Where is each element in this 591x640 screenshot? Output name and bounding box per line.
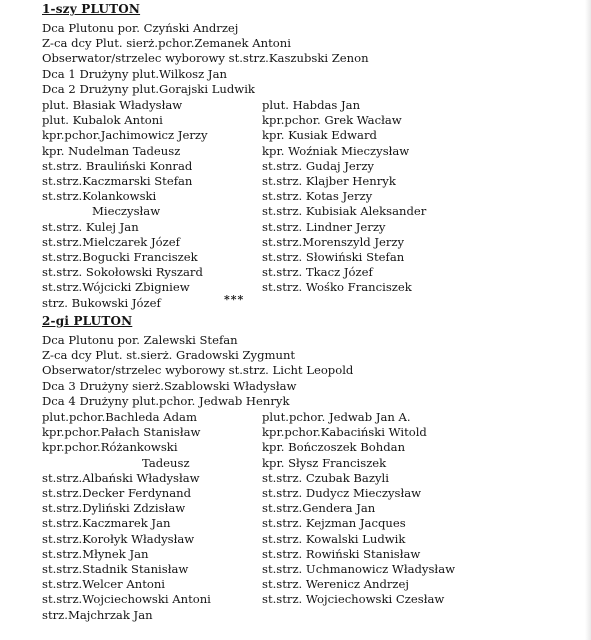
roster-entry: st.strz.Decker Ferdynand: [42, 486, 192, 501]
section-1-heading: 1-szy PLUTON: [42, 2, 141, 16]
roster-entry: st.strz.Bogucki Franciszek: [42, 250, 198, 265]
info-line: Dca 1 Drużyny plut.Wilkosz Jan: [42, 66, 227, 81]
roster-entry: st.strz.Welcer Antoni: [42, 577, 166, 592]
info-line: Z-ca dcy Plut. sierż.pchor.Zemanek Antoni: [42, 36, 291, 51]
section-1-command-info: [42, 21, 582, 97]
roster-entry: kpr. Nudelman Tadeusz: [42, 143, 181, 158]
roster-entry: st.strz. Słowiński Stefan: [262, 250, 405, 265]
info-line: Z-ca dcy Plut. st.sierż. Gradowski Zygmunt: [42, 348, 296, 363]
section-2-command-info: [42, 333, 582, 409]
page-edge-shadow: [585, 0, 591, 640]
roster-entry: kpr.pchor.Kabaciński Witold: [262, 425, 427, 440]
roster-entry: st.strz. Kubisiak Aleksander: [262, 204, 427, 219]
roster-entry: st.strz. Werenicz Andrzej: [262, 577, 409, 592]
roster-entry-continuation: Tadeusz: [142, 455, 190, 470]
roster-entry: kpr.pchor.Pałach Stanisław: [42, 425, 201, 440]
roster-entry: strz. Bukowski Józef: [42, 295, 161, 310]
roster-entry: st.strz.Wojciechowski Antoni: [42, 592, 211, 607]
roster-entry: st.strz. Kulej Jan: [42, 219, 139, 234]
roster-entry: st.strz.Stadnik Stanisław: [42, 562, 189, 577]
section-1-right-roster: [262, 98, 426, 296]
section-separator: ***: [224, 293, 245, 306]
roster-entry: st.strz.Albański Władysław: [42, 470, 200, 485]
info-line: Dca Plutonu por. Czyński Andrzej: [42, 21, 239, 35]
roster-entry: plut. Habdas Jan: [262, 98, 361, 112]
info-line: Dca 3 Drużyny sierż.Szablowski Władysław: [42, 378, 297, 393]
section-1-left-roster: [42, 98, 208, 311]
roster-entry: st.strz. Uchmanowicz Władysław: [262, 562, 456, 577]
roster-entry: st.strz. Sokołowski Ryszard: [42, 265, 203, 280]
roster-entry: st.strz.Korołyk Władysław: [42, 531, 195, 546]
roster-entry: plut.pchor. Jedwab Jan A.: [262, 410, 411, 424]
roster-entry: plut.pchor.Bachleda Adam: [42, 410, 197, 424]
roster-entry: st.strz. Klajber Henryk: [262, 174, 396, 189]
section-2-heading: 2-gi PLUTON: [42, 314, 133, 328]
info-line: Dca 2 Drużyny plut.Gorajski Ludwik: [42, 81, 255, 96]
roster-entry: st.strz.Wójcicki Zbigniew: [42, 280, 190, 295]
roster-entry: kpr. Słysz Franciszek: [262, 455, 387, 470]
roster-entry: st.strz.Morenszyld Jerzy: [262, 234, 405, 249]
roster-entry: plut. Błasiak Władysław: [42, 98, 183, 112]
roster-entry: st.strz. Dudycz Mieczysław: [262, 486, 422, 501]
section-2-right-roster: [262, 410, 455, 608]
roster-entry: st.strz. Kowalski Ludwik: [262, 531, 406, 546]
roster-entry: kpr.pchor. Grek Wacław: [262, 113, 402, 128]
roster-entry: st.strz. Kotas Jerzy: [262, 189, 373, 204]
roster-entry: st.strz.Gendera Jan: [262, 501, 376, 516]
info-line: Dca Plutonu por. Zalewski Stefan: [42, 333, 238, 347]
roster-entry: plut. Kubalok Antoni: [42, 113, 163, 128]
roster-entry: st.strz. Wojciechowski Czesław: [262, 592, 445, 607]
roster-entry: kpr.pchor.Jachimowicz Jerzy: [42, 128, 208, 143]
info-line: Dca 4 Drużyny plut.pchor. Jedwab Henryk: [42, 393, 290, 408]
roster-entry: st.strz. Lindner Jerzy: [262, 219, 386, 234]
roster-entry: st.strz.Młynek Jan: [42, 546, 149, 561]
info-line: Obserwator/strzelec wyborowy st.strz. Licht Leopold: [42, 363, 354, 378]
roster-entry: kpr. Bończoszek Bohdan: [262, 440, 406, 455]
roster-entry: st.strz. Brauliński Konrad: [42, 158, 193, 173]
roster-entry: st.strz.Kolankowski: [42, 189, 157, 204]
roster-entry: kpr. Woźniak Mieczysław: [262, 143, 410, 158]
roster-entry: st.strz.Kaczmarek Jan: [42, 516, 171, 531]
roster-entry: kpr. Kusiak Edward: [262, 128, 377, 143]
section-2-left-roster: [42, 410, 211, 623]
roster-entry: st.strz. Gudaj Jerzy: [262, 158, 374, 173]
roster-entry: st.strz. Kejzman Jacques: [262, 516, 406, 531]
roster-entry: strz.Majchrzak Jan: [42, 607, 153, 622]
roster-entry: kpr.pchor.Różankowski: [42, 440, 178, 455]
roster-entry: st.strz. Tkacz Józef: [262, 265, 373, 280]
roster-entry: st.strz. Rowiński Stanisław: [262, 546, 421, 561]
roster-entry: st.strz. Czubak Bazyli: [262, 470, 389, 485]
roster-entry: st.strz.Kaczmarski Stefan: [42, 174, 193, 189]
roster-entry-continuation: Mieczysław: [92, 204, 161, 219]
roster-entry: st.strz.Mielczarek Józef: [42, 234, 180, 249]
info-line: Obserwator/strzelec wyborowy st.strz.Kaszubski Zenon: [42, 51, 369, 66]
roster-entry: st.strz.Dyliński Zdzisław: [42, 501, 186, 516]
roster-entry: st.strz. Wośko Franciszek: [262, 280, 412, 295]
